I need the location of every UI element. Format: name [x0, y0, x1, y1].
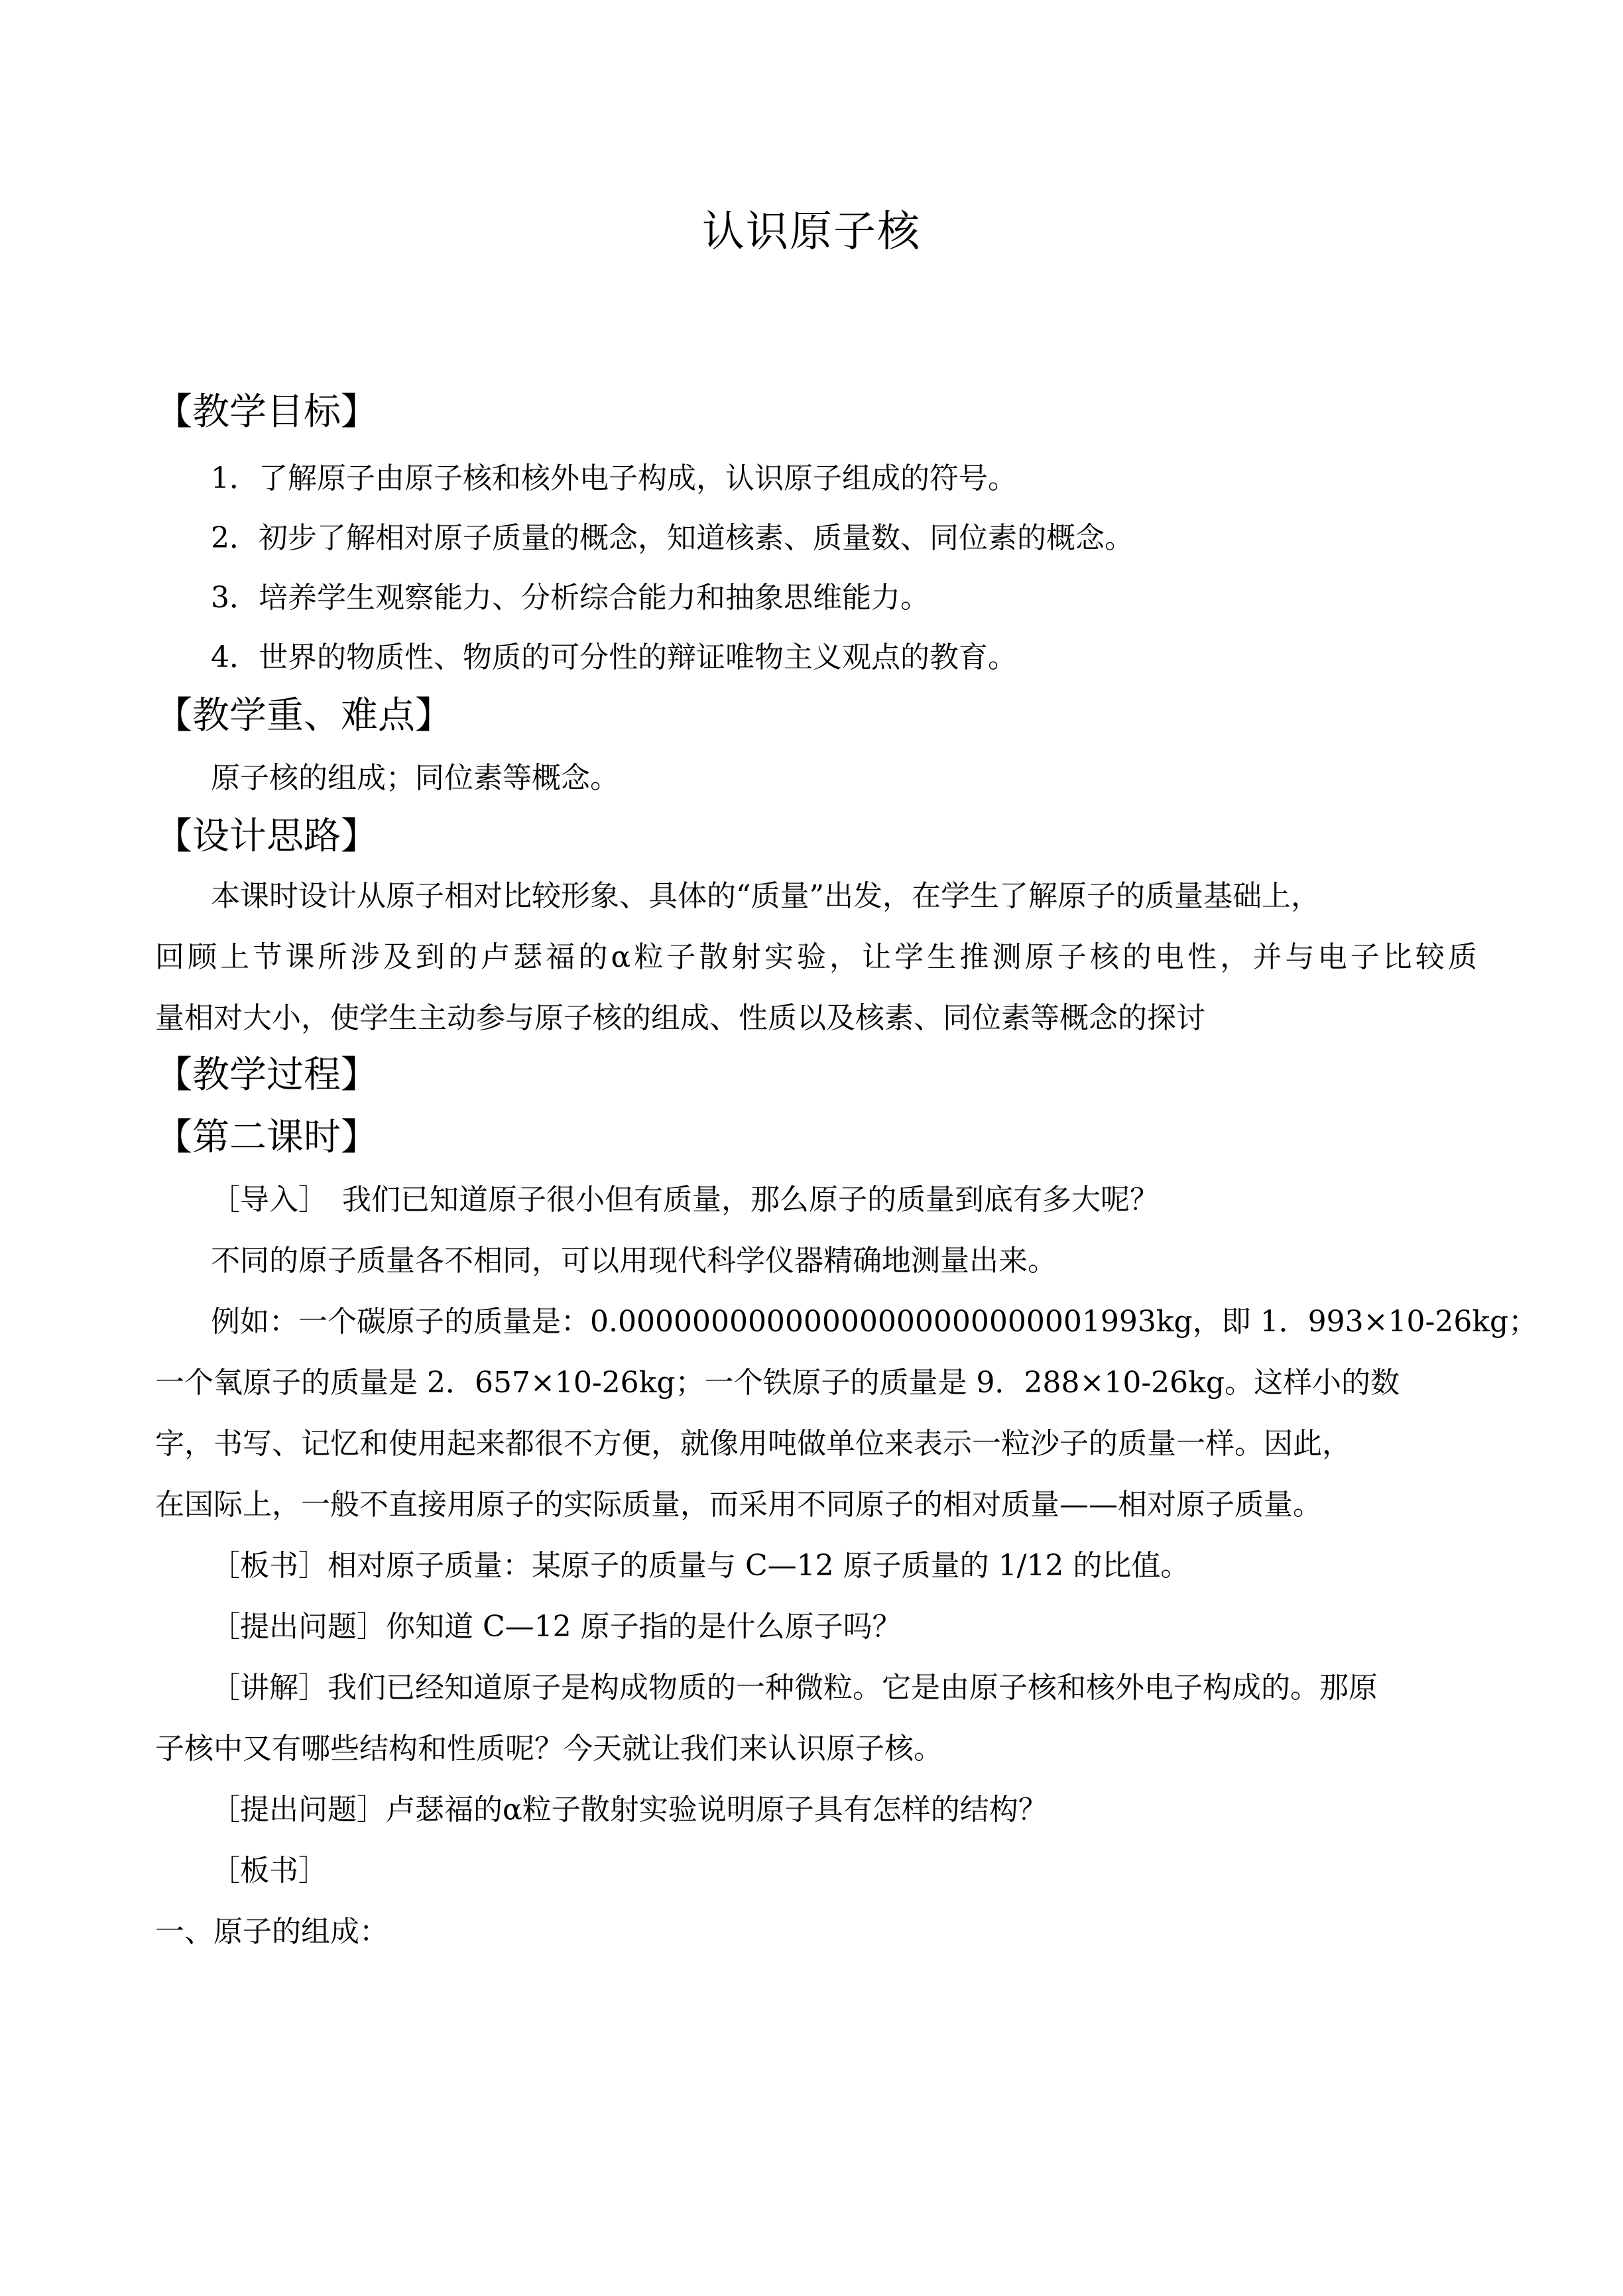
- example-line-2: 一个氧原子的质量是 2．657×10-26kg；一个铁原子的质量是 9．288×10-26kg。这样小的数: [155, 1366, 1400, 1400]
- question-2: ［提出问题］卢瑟福的α粒子散射实验说明原子具有怎样的结构？: [211, 1793, 1048, 1827]
- design-line-2: 回顾上节课所涉及到的卢瑟福的α粒子散射实验，让学生推测原子核的电性，并与电子比较质: [155, 940, 1477, 974]
- section-atom-composition: 一、原子的组成：: [155, 1915, 389, 1949]
- intro-paragraph: ［导入］ 我们已知道原子很小但有质量，那么原子的质量到底有多大呢？: [211, 1183, 1159, 1217]
- explain-line-2: 子核中又有哪些结构和性质呢？今天就让我们来认识原子核。: [155, 1732, 943, 1766]
- design-line-1: 本课时设计从原子相对比较形象、具体的“质量”出发，在学生了解原子的质量基础上，: [211, 879, 1320, 913]
- heading-key-points: 【教学重、难点】: [155, 694, 452, 737]
- key-points-text: 原子核的组成；同位素等概念。: [211, 761, 619, 795]
- objective-item-1: 1．了解原子由原子核和核外电子构成，认识原子组成的符号。: [211, 461, 1017, 495]
- page-title: 认识原子核: [702, 208, 921, 257]
- design-line-3: 量相对大小，使学生主动参与原子核的组成、性质以及核素、同位素等概念的探讨: [155, 1001, 1205, 1035]
- explain-line-1: ［讲解］我们已经知道原子是构成物质的一种微粒。它是由原子核和核外电子构成的。那原: [211, 1671, 1378, 1705]
- objective-item-4: 4．世界的物质性、物质的可分性的辩证唯物主义观点的教育。: [211, 640, 1017, 674]
- objective-item-3: 3．培养学生观察能力、分析综合能力和抽象思维能力。: [211, 581, 930, 615]
- board-note-2: ［板书］: [211, 1854, 328, 1888]
- paragraph-measure: 不同的原子质量各不相同，可以用现代科学仪器精确地测量出来。: [211, 1244, 1057, 1278]
- heading-process: 【教学过程】: [155, 1054, 378, 1097]
- heading-design: 【设计思路】: [155, 815, 378, 858]
- heading-objectives: 【教学目标】: [155, 391, 378, 434]
- example-line-3: 字，书写、记忆和使用起来都很不方便，就像用吨做单位来表示一粒沙子的质量一样。因此，: [155, 1427, 1351, 1461]
- heading-lesson2: 【第二课时】: [155, 1116, 378, 1159]
- objective-item-2: 2．初步了解相对原子质量的概念，知道核素、质量数、同位素的概念。: [211, 521, 1134, 555]
- board-note-1: ［板书］相对原子质量：某原子的质量与 C—12 原子质量的 1/12 的比值。: [211, 1549, 1190, 1583]
- example-line-4: 在国际上，一般不直接用原子的实际质量，而采用不同原子的相对质量——相对原子质量。: [155, 1488, 1322, 1522]
- example-line-1: 例如：一个碳原子的质量是：0.00000000000000000000000001993kg，即 1．993×10-26kg；: [211, 1305, 1538, 1339]
- question-1: ［提出问题］你知道 C—12 原子指的是什么原子吗？: [211, 1610, 902, 1644]
